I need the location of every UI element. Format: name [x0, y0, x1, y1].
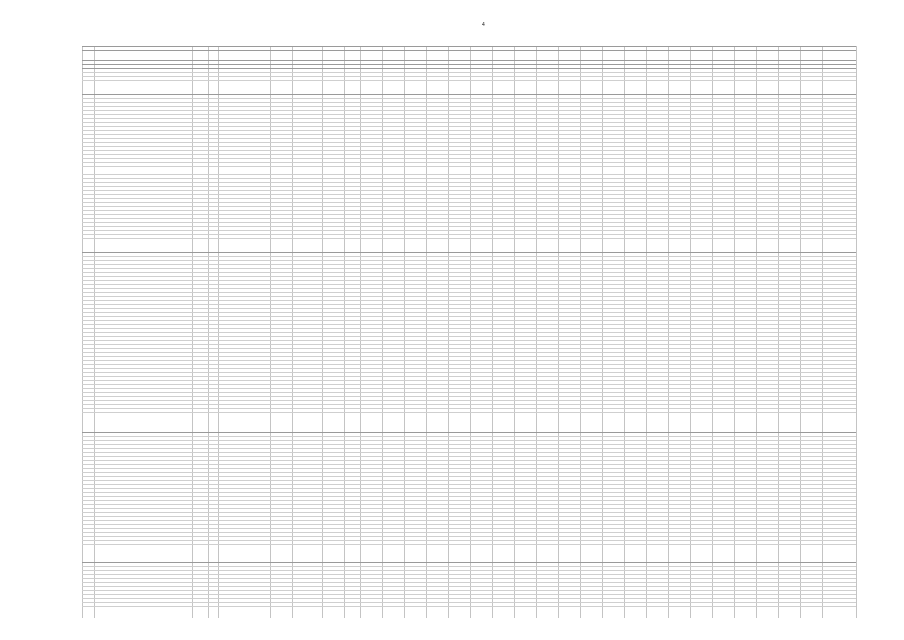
- table-row-rule: [82, 476, 856, 477]
- table-row-rule: [82, 288, 856, 289]
- table-row-rule: [82, 606, 856, 607]
- table-row-rule: [82, 296, 856, 297]
- table-row-rule: [82, 280, 856, 281]
- table-row-rule: [82, 528, 856, 529]
- table-row-rule: [82, 396, 856, 397]
- table-row-rule: [82, 468, 856, 469]
- table-row-rule: [82, 392, 856, 393]
- table-row-rule: [82, 218, 856, 219]
- table-row-rule: [82, 264, 856, 265]
- table-row-rule: [82, 456, 856, 457]
- table-row-rule: [82, 570, 856, 571]
- table-row-rule: [82, 276, 856, 277]
- table-row-rule: [82, 484, 856, 485]
- table-row-rule: [82, 496, 856, 497]
- table-row-rule: [82, 380, 856, 381]
- table-row-rule: [82, 186, 856, 187]
- table-row-rule: [82, 226, 856, 227]
- table-row-rule: [82, 412, 856, 413]
- table-row-rule: [82, 150, 856, 151]
- table-row-rule: [82, 384, 856, 385]
- table-row-rule: [82, 348, 856, 349]
- table-row-rule: [82, 472, 856, 473]
- table-row-rule: [82, 80, 856, 81]
- header-rule: [82, 46, 856, 47]
- table-row-rule: [82, 272, 856, 273]
- table-row-rule: [82, 210, 856, 211]
- table-row-rule: [82, 126, 856, 127]
- table-row-rule: [82, 356, 856, 357]
- table-row-rule: [82, 106, 856, 107]
- table-row-rule: [82, 202, 856, 203]
- table-row-rule: [82, 110, 856, 111]
- table-row-rule: [82, 324, 856, 325]
- table-row-rule: [82, 432, 856, 433]
- table-row-rule: [82, 174, 856, 175]
- table-row-rule: [82, 452, 856, 453]
- table-row-rule: [82, 178, 856, 179]
- header-rule: [82, 64, 856, 65]
- table-row-rule: [82, 72, 856, 73]
- table-row-rule: [82, 238, 856, 239]
- table-row-rule: [82, 492, 856, 493]
- table-row-rule: [82, 336, 856, 337]
- table-row-rule: [82, 292, 856, 293]
- table-row-rule: [82, 102, 856, 103]
- table-row-rule: [82, 158, 856, 159]
- table-row-rule: [82, 376, 856, 377]
- table-row-rule: [82, 114, 856, 115]
- table-row-rule: [82, 488, 856, 489]
- table-row-rule: [82, 182, 856, 183]
- table-row-rule: [82, 154, 856, 155]
- table-row-rule: [82, 308, 856, 309]
- table-row-rule: [82, 76, 856, 77]
- table-row-rule: [82, 332, 856, 333]
- table-row-rule: [82, 328, 856, 329]
- table-row-rule: [82, 194, 856, 195]
- table-row-rule: [82, 252, 856, 253]
- table-row-rule: [82, 464, 856, 465]
- table-row-rule: [82, 516, 856, 517]
- appendix-table: [82, 46, 856, 618]
- table-row-rule: [82, 300, 856, 301]
- table-row-rule: [82, 138, 856, 139]
- table-row-rule: [82, 524, 856, 525]
- table-row-rule: [82, 536, 856, 537]
- table-row-rule: [82, 582, 856, 583]
- table-row-rule: [82, 562, 856, 563]
- table-row-rule: [82, 602, 856, 603]
- table-row-rule: [82, 130, 856, 131]
- table-row-rule: [82, 408, 856, 409]
- table-row-rule: [82, 142, 856, 143]
- table-row-rule: [82, 360, 856, 361]
- table-row-rule: [82, 520, 856, 521]
- table-row-rule: [82, 540, 856, 541]
- table-row-rule: [82, 372, 856, 373]
- table-row-rule: [82, 444, 856, 445]
- table-row-rule: [82, 448, 856, 449]
- table-row-rule: [82, 98, 856, 99]
- table-row-rule: [82, 590, 856, 591]
- table-row-rule: [82, 134, 856, 135]
- table-row-rule: [82, 586, 856, 587]
- table-row-rule: [82, 594, 856, 595]
- table-row-rule: [82, 256, 856, 257]
- table-row-rule: [82, 304, 856, 305]
- table-row-rule: [82, 532, 856, 533]
- table-row-rule: [82, 146, 856, 147]
- table-row-rule: [82, 312, 856, 313]
- column-divider: [856, 46, 857, 618]
- table-row-rule: [82, 190, 856, 191]
- table-row-rule: [82, 268, 856, 269]
- table-row-rule: [82, 460, 856, 461]
- table-row-rule: [82, 508, 856, 509]
- table-row-rule: [82, 316, 856, 317]
- table-row-rule: [82, 504, 856, 505]
- header-rule: [82, 50, 856, 51]
- table-row-rule: [82, 404, 856, 405]
- table-row-rule: [82, 234, 856, 235]
- table-row-rule: [82, 512, 856, 513]
- table-row-rule: [82, 436, 856, 437]
- table-row-rule: [82, 440, 856, 441]
- table-row-rule: [82, 500, 856, 501]
- table-row-rule: [82, 122, 856, 123]
- table-row-rule: [82, 352, 856, 353]
- table-row-rule: [82, 162, 856, 163]
- header-rule: [82, 68, 856, 69]
- table-row-rule: [82, 206, 856, 207]
- table-row-rule: [82, 400, 856, 401]
- table-row-rule: [82, 222, 856, 223]
- table-row-rule: [82, 368, 856, 369]
- table-row-rule: [82, 214, 856, 215]
- table-row-rule: [82, 340, 856, 341]
- table-row-rule: [82, 344, 856, 345]
- table-row-rule: [82, 578, 856, 579]
- table-row-rule: [82, 566, 856, 567]
- table-row-rule: [82, 364, 856, 365]
- table-row-rule: [82, 198, 856, 199]
- header-rule: [82, 60, 856, 61]
- table-row-rule: [82, 94, 856, 95]
- table-row-rule: [82, 480, 856, 481]
- table-row-rule: [82, 598, 856, 599]
- table-row-rule: [82, 284, 856, 285]
- table-row-rule: [82, 388, 856, 389]
- page-number: 4: [482, 22, 485, 28]
- table-row-rule: [82, 118, 856, 119]
- table-row-rule: [82, 320, 856, 321]
- table-row-rule: [82, 544, 856, 545]
- table-row-rule: [82, 166, 856, 167]
- table-row-rule: [82, 260, 856, 261]
- table-row-rule: [82, 230, 856, 231]
- table-row-rule: [82, 574, 856, 575]
